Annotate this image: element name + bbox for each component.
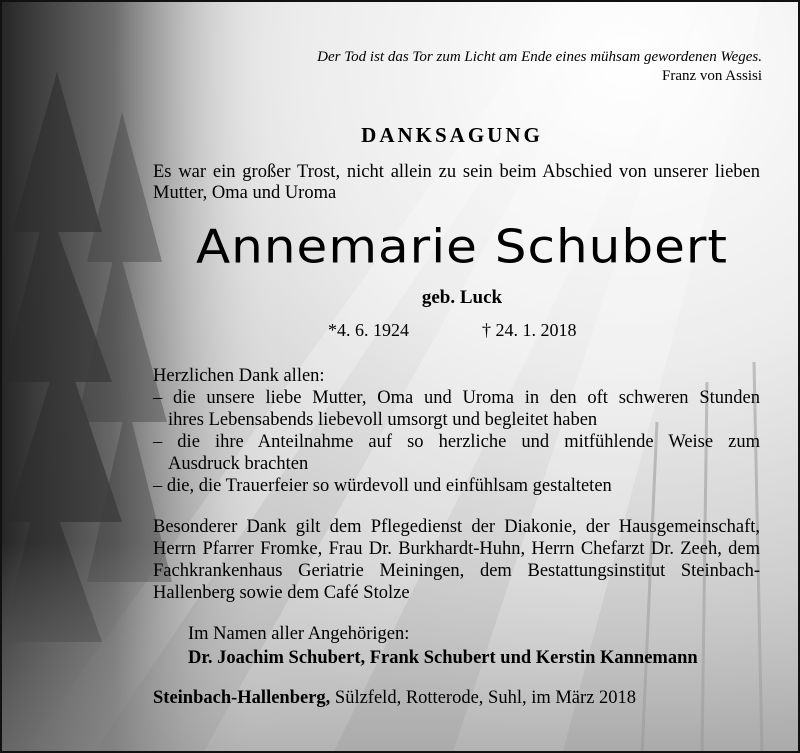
deceased-name: Annemarie Schubert [195, 220, 729, 274]
thanks-item-continuation: Ausdruck brachten [168, 454, 309, 474]
special-thanks: Besonderer Dank gilt dem Pflegedienst der Diakonie, der Hausgemeinschaft, Herrn Pfarrer Fromke, Frau Dr. Burkhardt-Huhn, Herrn Chefarzt Dr. Zeeh, dem Fachkrankenhaus Geriatrie Meiningen, dem Bestattungsinstitut Steinbach-Hallenberg sowie dem Café Stolze [153, 517, 760, 603]
birth-date: *4. 6. 1924 [328, 320, 409, 340]
thanks-intro: Herzlichen Dank allen: [153, 366, 325, 386]
heading: DANKSAGUNG [361, 123, 543, 147]
on-behalf-line: Im Namen aller Angehörigen: [188, 624, 410, 644]
thanks-item-line: – die unsere liebe Mutter, Oma und Uroma in den oft schweren Stunden [153, 388, 760, 408]
motto-author: Franz von Assisi [661, 68, 762, 84]
motto-quote: Der Tod ist das Tor zum Licht am Ende eines mühsam gewordenen Weges. [317, 49, 762, 65]
intro-text: Es war ein großer Trost, nicht allein zu sein beim Abschied von unserer lieben Mutter, Oma und Uroma [153, 162, 760, 203]
other-places-date: Sülzfeld, Rotterode, Suhl, im März 2018 [334, 688, 637, 708]
main-place: Steinbach-Hallenberg, [153, 688, 331, 708]
birth-name: geb. Luck [421, 287, 503, 308]
death-date: † 24. 1. 2018 [482, 320, 577, 340]
thanks-item-continuation: ihres Lebensabends liebevoll umsorgt und begleitet haben [168, 410, 598, 430]
thanks-item-line: – die ihre Anteilnahme auf so herzliche und mitfühlende Weise zum [153, 432, 760, 452]
motto [317, 48, 762, 86]
notice-content [2, 2, 800, 753]
signer-names: Dr. Joachim Schubert, Frank Schubert und Kerstin Kannemann [188, 648, 698, 668]
thanks-item-line: – die, die Trauerfeier so würdevoll und einfühlsam gestalteten [153, 476, 612, 496]
location-line [153, 688, 636, 709]
thanks-list [153, 365, 760, 497]
